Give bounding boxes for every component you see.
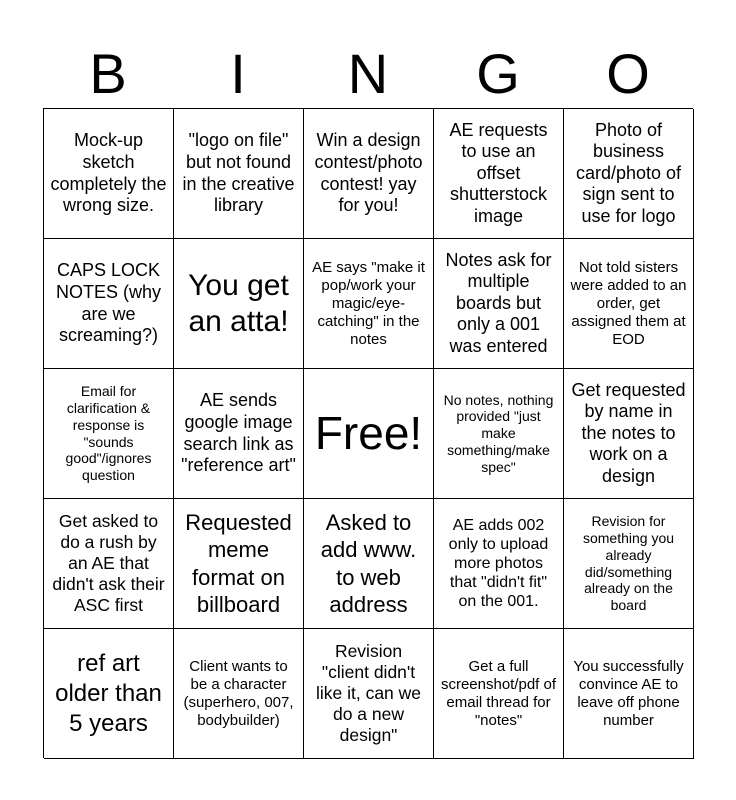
bingo-header (43, 40, 693, 108)
bingo-cell[interactable]: Notes ask for multiple boards but only a 001 was entered (434, 239, 564, 369)
bingo-cell[interactable]: No notes, nothing provided "just make something/make spec" (434, 369, 564, 499)
bingo-cell[interactable]: AE adds 002 only to upload more photos that "didn't fit" on the 001. (434, 499, 564, 629)
header-letter-i: I (230, 42, 246, 105)
bingo-cell[interactable]: ref art older than 5 years (44, 629, 174, 759)
bingo-cell[interactable]: Get requested by name in the notes to work on a design (564, 369, 694, 499)
bingo-cell[interactable]: Requested meme format on billboard (174, 499, 304, 629)
bingo-cell[interactable]: "logo on file" but not found in the creative library (174, 109, 304, 239)
bingo-cell[interactable]: Win a design contest/photo contest! yay for you! (304, 109, 434, 239)
bingo-cell[interactable]: Mock-up sketch completely the wrong size. (44, 109, 174, 239)
bingo-cell[interactable]: AE requests to use an offset shutterstock image (434, 109, 564, 239)
bingo-cell[interactable]: Revision "client didn't like it, can we do a new design" (304, 629, 434, 759)
bingo-cell[interactable]: Photo of business card/photo of sign sent to use for logo (564, 109, 694, 239)
header-letter-o: O (606, 42, 650, 105)
bingo-board (43, 108, 693, 758)
free-space-cell[interactable]: Free! (304, 369, 434, 499)
bingo-cell[interactable]: AE sends google image search link as "reference art" (174, 369, 304, 499)
bingo-cell[interactable]: AE says "make it pop/work your magic/eye-catching" in the notes (304, 239, 434, 369)
header-letter-g: G (476, 42, 520, 105)
bingo-cell[interactable]: Get asked to do a rush by an AE that didn't ask their ASC first (44, 499, 174, 629)
bingo-cell[interactable]: Asked to add www. to web address (304, 499, 434, 629)
bingo-cell[interactable]: Revision for something you already did/something already on the board (564, 499, 694, 629)
bingo-cell[interactable]: Not told sisters were added to an order, get assigned them at EOD (564, 239, 694, 369)
header-letter-n: N (347, 42, 389, 105)
header-letter-b: B (89, 42, 127, 105)
bingo-cell[interactable]: CAPS LOCK NOTES (why are we screaming?) (44, 239, 174, 369)
bingo-cell[interactable]: You successfully convince AE to leave off phone number (564, 629, 694, 759)
bingo-cell[interactable]: Email for clarification & response is "sounds good"/ignores question (44, 369, 174, 499)
bingo-cell[interactable]: You get an atta! (174, 239, 304, 369)
bingo-cell[interactable]: Client wants to be a character (superhero, 007, bodybuilder) (174, 629, 304, 759)
bingo-cell[interactable]: Get a full screenshot/pdf of email thread for "notes" (434, 629, 564, 759)
